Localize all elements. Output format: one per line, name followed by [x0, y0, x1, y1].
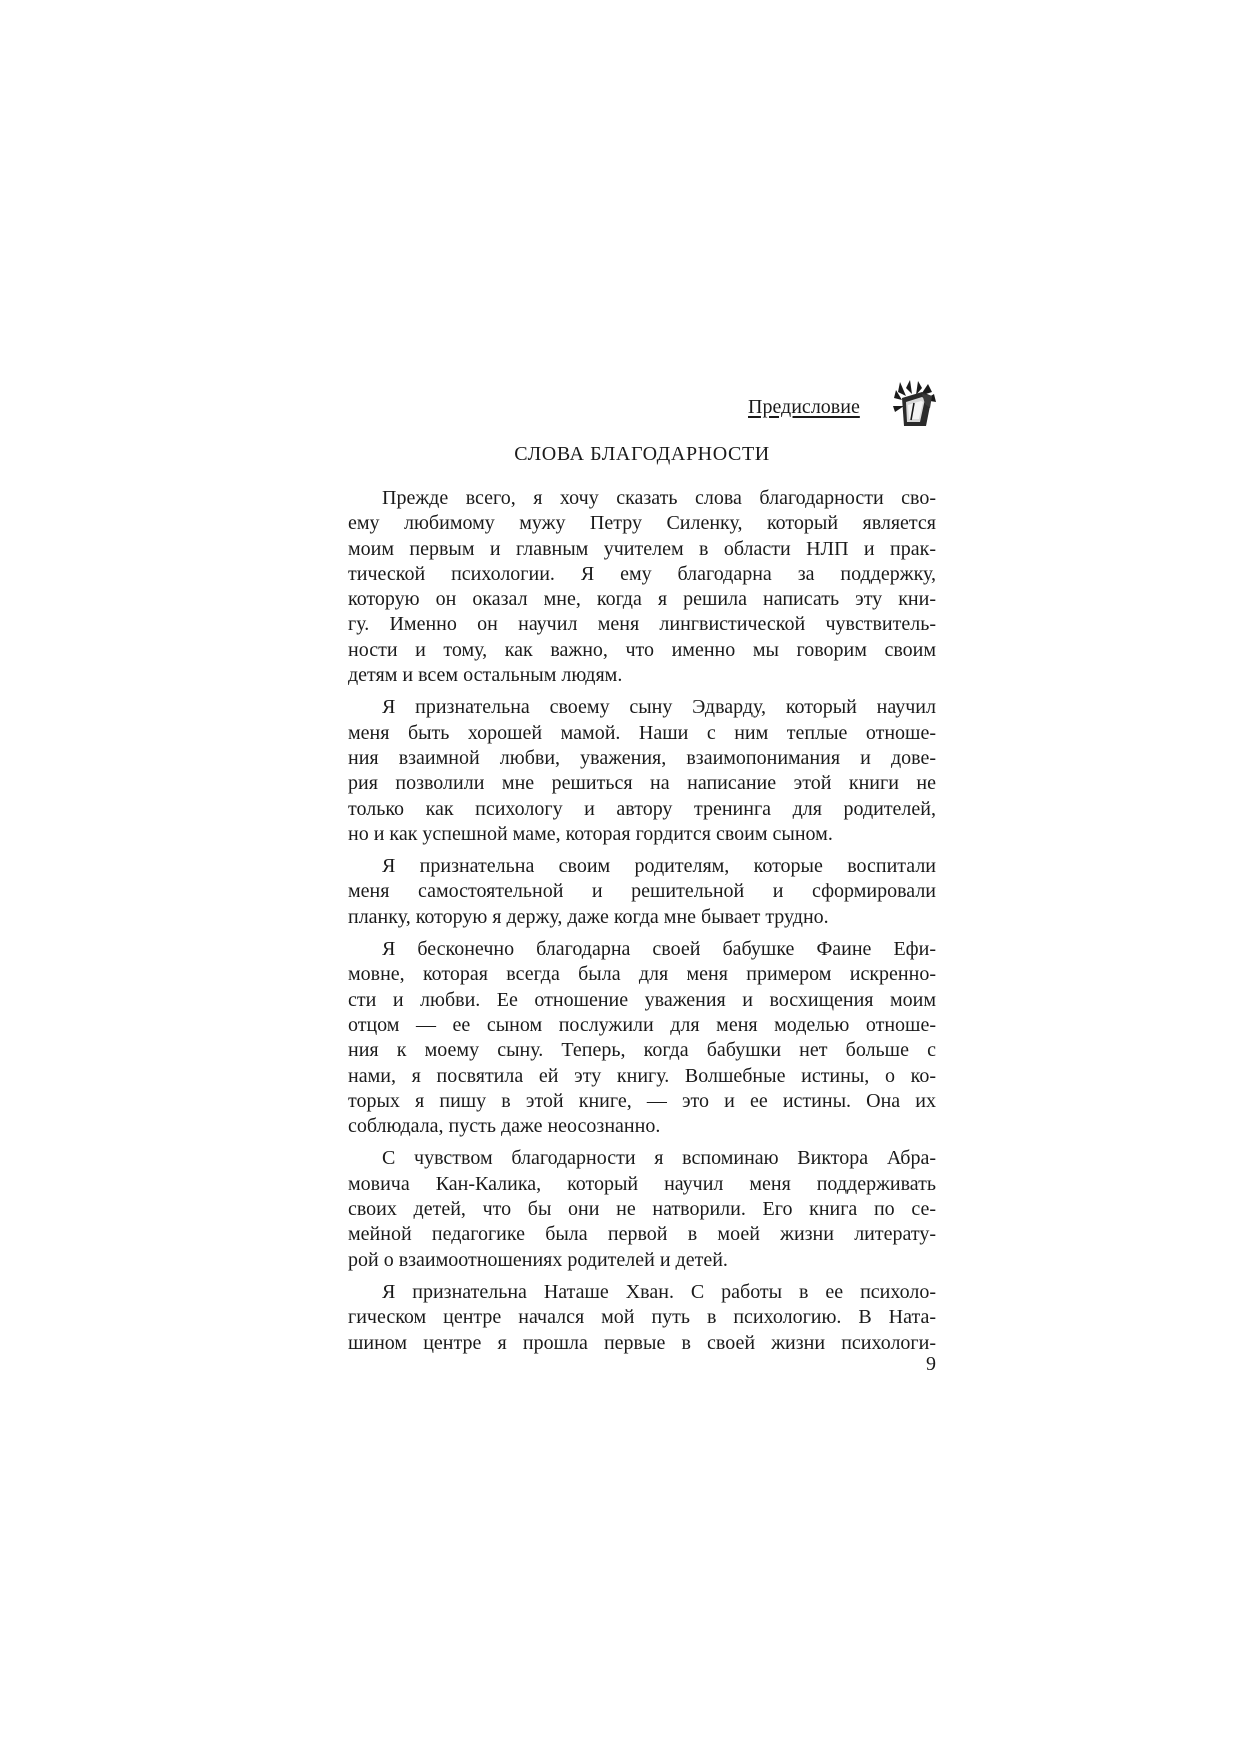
running-header: [700, 378, 936, 430]
text-line: ния к моему сыну. Теперь, когда бабушки нет больше с: [348, 1039, 936, 1062]
text-line: Я признательна Наташе Хван. С работы в ее психоло-: [382, 1280, 936, 1303]
text-line: мовича Кан-Калика, который научил меня поддерживать: [348, 1172, 936, 1195]
text-line: мовне, которая всегда была для меня примером искренно-: [348, 963, 936, 986]
paragraph: [348, 1146, 936, 1272]
text-line: гическом центре начался мой путь в психологию. В Ната-: [348, 1306, 936, 1329]
text-line: ему любимому мужу Петру Силенку, который является: [348, 512, 936, 535]
text-line: мейной педагогике была первой в моей жизни литерату-: [348, 1223, 936, 1246]
section-title: СЛОВА БЛАГОДАРНОСТИ: [514, 443, 770, 465]
text-line: нами, я посвятила ей эту книгу. Волшебные истины, о ко-: [348, 1064, 936, 1087]
paragraph: [348, 486, 936, 688]
text-line: С чувством благодарности я вспоминаю Виктора Абра-: [382, 1147, 936, 1170]
text-line: но и как успешной маме, которая гордится своим сыном.: [348, 822, 833, 845]
book-icon: [892, 380, 936, 428]
section-label: Предисловие: [748, 396, 860, 418]
paragraph: [348, 937, 936, 1139]
text-line: моим первым и главным учителем в области НЛП и прак-: [348, 537, 936, 560]
text-line: ности и тому, как важно, что именно мы говорим своим: [348, 638, 936, 661]
text-line: Прежде всего, я хочу сказать слова благодарности сво-: [382, 487, 936, 509]
text-line: шином центре я прошла первые в своей жизни психологи-: [348, 1331, 936, 1354]
text-line: тической психологии. Я ему благодарна за поддержку,: [348, 562, 936, 585]
text-line: рой о взаимоотношениях родителей и детей.: [348, 1248, 728, 1271]
text-line: которую он оказал мне, когда я решила написать эту кни-: [348, 588, 936, 611]
text-line: детям и всем остальным людям.: [348, 664, 623, 687]
text-line: меня быть хорошей мамой. Наши с ним теплые отноше-: [348, 721, 936, 744]
body-text: [348, 486, 936, 1363]
text-line: отцом — ее сыном послужили для меня моделью отноше-: [348, 1013, 936, 1036]
text-line: гу. Именно он научил меня лингвистической чувствитель-: [348, 613, 936, 636]
text-line: меня самостоятельной и решительной и сформировали: [348, 880, 936, 903]
text-line: своих детей, что бы они не натворили. Его книга по се-: [348, 1198, 936, 1221]
paragraph: [348, 695, 936, 847]
text-line: Я признательна своему сыну Эдварду, который научил: [382, 696, 936, 719]
text-line: торых я пишу в этой книге, — это и ее истины. Она их: [348, 1089, 936, 1112]
text-line: ния взаимной любви, уважения, взаимопонимания и дове-: [348, 746, 936, 769]
text-line: рия позволили мне решиться на написание этой книги не: [348, 772, 936, 795]
page-number: 9: [926, 1353, 936, 1375]
text-line: сти и любви. Ее отношение уважения и восхищения моим: [348, 988, 936, 1011]
text-line: Я признательна своим родителям, которые воспитали: [382, 855, 936, 878]
paragraph: [348, 854, 936, 930]
text-line: Я бесконечно благодарна своей бабушке Фаине Ефи-: [382, 938, 936, 961]
paragraph: [348, 1280, 936, 1356]
text-line: только как психологу и автору тренинга для родителей,: [348, 797, 936, 820]
text-line: планку, которую я держу, даже когда мне бывает трудно.: [348, 905, 829, 928]
text-line: соблюдала, пусть даже неосознанно.: [348, 1115, 661, 1138]
